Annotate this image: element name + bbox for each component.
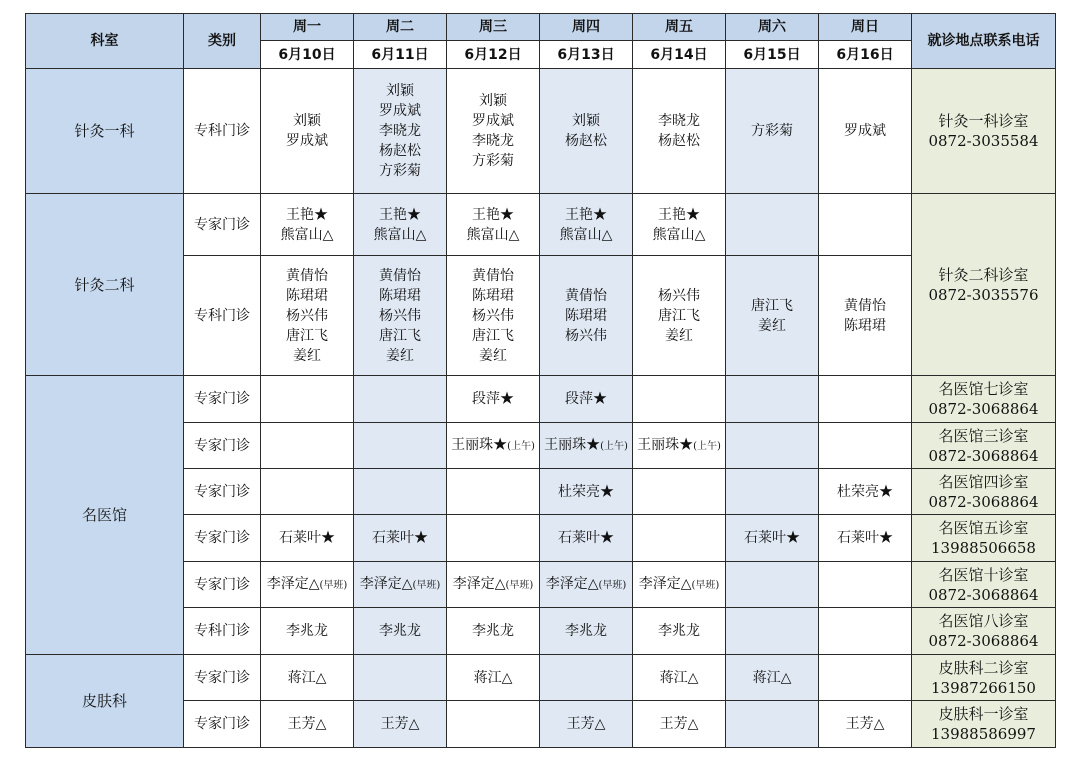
schedule-cell — [540, 655, 633, 701]
doctor-name: 熊富山△ — [280, 226, 334, 243]
room-name: 针灸一科诊室 — [938, 112, 1029, 130]
doctor-name: 唐江飞 — [751, 297, 793, 314]
dept-cell: 针灸一科 — [26, 69, 184, 194]
doctor-name: 李兆龙 — [379, 623, 421, 639]
header-weekday: 周六 — [726, 14, 819, 41]
header-date: 6月12日 — [447, 41, 540, 69]
doctor-name: 蒋江△ — [752, 669, 792, 686]
session-note: (早班) — [319, 579, 348, 591]
doctor-name: 李兆龙 — [286, 623, 328, 639]
schedule-cell — [540, 376, 633, 423]
header-type: 类别 — [184, 14, 261, 69]
schedule-cell — [447, 256, 540, 376]
header-weekday: 周五 — [633, 14, 726, 41]
doctor-name: 王艳★ — [379, 206, 421, 223]
doctor-name: 王芳△ — [845, 716, 885, 732]
doctor-name: 王艳★ — [565, 206, 607, 223]
room-name: 皮肤科一诊室 — [938, 705, 1029, 723]
doctor-name: 蒋江△ — [659, 669, 699, 686]
location-cell — [912, 515, 1056, 562]
schedule-cell — [819, 701, 912, 748]
session-note: (上午) — [600, 440, 628, 452]
doctor-name: 罗成斌 — [379, 103, 421, 119]
phone-number: 0872-3068864 — [928, 446, 1039, 465]
schedule-cell — [633, 515, 726, 562]
doctor-name: 王芳△ — [566, 716, 606, 732]
schedule-cell — [819, 256, 912, 376]
schedule-cell — [447, 655, 540, 701]
clinic-type: 专家门诊 — [184, 655, 261, 701]
header-date: 6月13日 — [540, 41, 633, 69]
header-weekday: 周一 — [261, 14, 354, 41]
doctor-name: 罗成斌 — [844, 123, 886, 139]
clinic-type: 专家门诊 — [184, 423, 261, 469]
doctor-name: 刘颖 — [293, 113, 321, 129]
schedule-cell — [261, 469, 354, 515]
schedule-cell — [354, 701, 447, 748]
location-cell — [912, 701, 1056, 748]
doctor-name: 罗成斌 — [472, 113, 514, 129]
doctor-name: 方彩菊 — [379, 163, 421, 179]
schedule-cell — [819, 423, 912, 469]
session-note: (早班) — [691, 579, 720, 591]
session-note: (上午) — [693, 440, 721, 452]
doctor-name: 姜红 — [758, 317, 786, 334]
doctor-name: 罗成斌 — [286, 133, 328, 149]
header-weekday: 周二 — [354, 14, 447, 41]
doctor-name: 熊富山△ — [559, 226, 613, 243]
schedule-cell — [540, 194, 633, 256]
doctor-name: 王艳★ — [286, 206, 328, 223]
doctor-name: 陈珺珺 — [472, 287, 514, 304]
doctor-name: 杨兴伟 — [286, 307, 328, 324]
schedule-cell — [633, 256, 726, 376]
doctor-name: 王丽珠★(上午) — [451, 436, 535, 453]
schedule-cell — [726, 423, 819, 469]
location-cell — [912, 562, 1056, 608]
schedule-cell — [726, 194, 819, 256]
doctor-name: 陈珺珺 — [844, 317, 886, 334]
doctor-name: 石莱叶★ — [558, 530, 614, 546]
schedule-cell — [261, 608, 354, 655]
doctor-name: 李晓龙 — [658, 113, 700, 129]
schedule-cell — [261, 376, 354, 423]
schedule-cell — [819, 608, 912, 655]
doctor-name: 刘颖 — [386, 83, 414, 99]
clinic-type: 专家门诊 — [184, 562, 261, 608]
clinic-type: 专家门诊 — [184, 469, 261, 515]
room-name: 名医馆八诊室 — [938, 612, 1029, 630]
doctor-name: 李晓龙 — [472, 133, 514, 149]
schedule-cell — [726, 376, 819, 423]
doctor-name: 王芳△ — [659, 716, 699, 732]
clinic-type: 专家门诊 — [184, 701, 261, 748]
schedule-cell — [819, 469, 912, 515]
header-weekday: 周日 — [819, 14, 912, 41]
dept-cell: 皮肤科 — [26, 655, 184, 748]
location-cell — [912, 194, 1056, 376]
schedule-cell — [447, 194, 540, 256]
schedule-cell — [261, 562, 354, 608]
header-weekday: 周三 — [447, 14, 540, 41]
doctor-name: 熊富山△ — [466, 226, 520, 243]
header-dept: 科室 — [26, 14, 184, 69]
doctor-name: 杨兴伟 — [565, 327, 607, 344]
doctor-name: 李兆龙 — [658, 623, 700, 639]
doctor-name: 熊富山△ — [652, 226, 706, 243]
room-name: 皮肤科二诊室 — [938, 658, 1029, 677]
schedule-cell — [354, 423, 447, 469]
clinic-type: 专家门诊 — [184, 515, 261, 562]
doctor-name: 唐江飞 — [379, 327, 421, 344]
doctor-name: 杨赵松 — [565, 133, 607, 149]
schedule-cell — [540, 469, 633, 515]
doctor-name: 李泽定△(早班) — [638, 575, 720, 592]
table-row — [26, 376, 1056, 423]
schedule-cell — [819, 562, 912, 608]
doctor-name: 黄倩怡 — [844, 297, 886, 314]
schedule-cell — [261, 69, 354, 194]
schedule-cell — [540, 608, 633, 655]
header-date: 6月15日 — [726, 41, 819, 69]
schedule-cell — [447, 515, 540, 562]
header-date: 6月14日 — [633, 41, 726, 69]
room-name: 针灸二科诊室 — [938, 265, 1029, 284]
doctor-name: 李泽定△(早班) — [266, 575, 348, 592]
schedule-cell — [633, 608, 726, 655]
schedule-cell — [633, 701, 726, 748]
doctor-name: 蒋江△ — [473, 669, 513, 686]
schedule-cell — [261, 515, 354, 562]
schedule-cell — [633, 469, 726, 515]
table-row — [26, 655, 1056, 701]
room-name: 名医馆三诊室 — [938, 426, 1029, 445]
schedule-cell — [819, 376, 912, 423]
schedule-cell — [540, 256, 633, 376]
schedule-cell — [354, 515, 447, 562]
doctor-name: 李泽定△(早班) — [452, 575, 534, 592]
schedule-cell — [726, 655, 819, 701]
doctor-name: 唐江飞 — [286, 327, 328, 344]
doctor-name: 杨赵松 — [379, 143, 421, 159]
phone-number: 0872-3068864 — [928, 585, 1039, 604]
doctor-name: 杜荣亮★ — [837, 483, 893, 500]
clinic-type: 专科门诊 — [184, 608, 261, 655]
schedule-cell — [540, 423, 633, 469]
schedule-cell — [633, 194, 726, 256]
doctor-name: 姜红 — [386, 347, 414, 364]
schedule-cell — [633, 655, 726, 701]
location-cell — [912, 608, 1056, 655]
header-date: 6月11日 — [354, 41, 447, 69]
schedule-cell — [819, 515, 912, 562]
schedule-cell — [726, 469, 819, 515]
schedule-cell — [447, 562, 540, 608]
doctor-name: 杨兴伟 — [658, 287, 700, 304]
doctor-name: 李晓龙 — [379, 123, 421, 139]
schedule-cell — [819, 69, 912, 194]
doctor-name: 黄倩怡 — [472, 267, 514, 284]
room-name: 名医馆四诊室 — [938, 472, 1029, 491]
header-weekday: 周四 — [540, 14, 633, 41]
session-note: (早班) — [598, 579, 627, 591]
clinic-type: 专科门诊 — [184, 256, 261, 376]
doctor-name: 杨兴伟 — [472, 307, 514, 324]
session-note: (早班) — [412, 579, 441, 591]
location-cell — [912, 376, 1056, 423]
doctor-name: 王丽珠★(上午) — [544, 436, 628, 453]
doctor-name: 陈珺珺 — [286, 287, 328, 304]
doctor-name: 王芳△ — [287, 716, 327, 732]
phone-number: 0872-3068864 — [928, 400, 1039, 418]
schedule-cell — [447, 701, 540, 748]
schedule-cell — [354, 608, 447, 655]
dept-cell: 针灸二科 — [26, 194, 184, 376]
room-name: 名医馆十诊室 — [938, 565, 1029, 584]
schedule-cell — [447, 69, 540, 194]
schedule-cell — [726, 256, 819, 376]
doctor-name: 唐江飞 — [658, 307, 700, 324]
doctor-name: 石莱叶★ — [372, 530, 428, 546]
doctor-name: 陈珺珺 — [379, 287, 421, 304]
session-note: (上午) — [507, 440, 535, 452]
phone-number: 0872-3035584 — [928, 132, 1039, 150]
doctor-name: 杜荣亮★ — [558, 483, 614, 500]
schedule-cell — [540, 515, 633, 562]
phone-number: 0872-3035576 — [928, 285, 1039, 304]
schedule-cell — [447, 608, 540, 655]
schedule-cell — [354, 256, 447, 376]
schedule-cell — [447, 469, 540, 515]
room-name: 名医馆七诊室 — [938, 380, 1029, 398]
schedule-cell — [354, 562, 447, 608]
schedule-cell — [726, 701, 819, 748]
schedule-cell — [261, 423, 354, 469]
doctor-name: 唐江飞 — [472, 327, 514, 344]
schedule-table — [25, 13, 1056, 748]
schedule-cell — [261, 194, 354, 256]
doctor-name: 石莱叶★ — [279, 530, 335, 546]
doctor-name: 李泽定△(早班) — [545, 575, 627, 592]
doctor-name: 王艳★ — [658, 206, 700, 223]
doctor-name: 石莱叶★ — [744, 530, 800, 546]
doctor-name: 刘颖 — [479, 93, 507, 109]
doctor-name: 段萍★ — [565, 391, 607, 407]
doctor-name: 方彩菊 — [472, 153, 514, 169]
table-row — [26, 194, 1056, 256]
schedule-cell — [447, 376, 540, 423]
doctor-name: 黄倩怡 — [379, 267, 421, 284]
header-date: 6月10日 — [261, 41, 354, 69]
doctor-name: 李兆龙 — [472, 623, 514, 639]
doctor-name: 李兆龙 — [565, 623, 607, 639]
clinic-type: 专家门诊 — [184, 376, 261, 423]
session-note: (早班) — [505, 579, 534, 591]
dept-cell: 名医馆 — [26, 376, 184, 655]
doctor-name: 段萍★ — [472, 391, 514, 407]
doctor-name: 方彩菊 — [751, 123, 793, 139]
schedule-cell — [354, 194, 447, 256]
schedule-cell — [447, 423, 540, 469]
schedule-cell — [726, 515, 819, 562]
doctor-name: 姜红 — [479, 347, 507, 364]
schedule-cell — [726, 69, 819, 194]
doctor-name: 王芳△ — [380, 716, 420, 732]
doctor-name: 黄倩怡 — [286, 267, 328, 284]
doctor-name: 熊富山△ — [373, 226, 427, 243]
location-cell — [912, 469, 1056, 515]
doctor-name: 姜红 — [293, 347, 321, 364]
doctor-name: 王丽珠★(上午) — [637, 436, 721, 453]
room-name: 名医馆五诊室 — [938, 519, 1029, 537]
doctor-name: 姜红 — [665, 327, 693, 344]
schedule-cell — [726, 562, 819, 608]
phone-number: 13988586997 — [931, 725, 1036, 743]
schedule-cell — [354, 655, 447, 701]
phone-number: 13988506658 — [931, 539, 1036, 557]
location-cell — [912, 69, 1056, 194]
schedule-cell — [540, 701, 633, 748]
doctor-name: 黄倩怡 — [565, 287, 607, 304]
schedule-cell — [819, 655, 912, 701]
schedule-cell — [354, 469, 447, 515]
phone-number: 0872-3068864 — [928, 492, 1039, 511]
schedule-cell — [633, 562, 726, 608]
schedule-cell — [819, 194, 912, 256]
header-date: 6月16日 — [819, 41, 912, 69]
schedule-cell — [261, 256, 354, 376]
schedule-cell — [261, 701, 354, 748]
clinic-type: 专家门诊 — [184, 194, 261, 256]
doctor-name: 陈珺珺 — [565, 307, 607, 324]
schedule-cell — [261, 655, 354, 701]
doctor-name: 杨赵松 — [658, 133, 700, 149]
schedule-cell — [633, 376, 726, 423]
location-cell — [912, 423, 1056, 469]
header-location: 就诊地点联系电话 — [912, 14, 1056, 69]
schedule-cell — [354, 69, 447, 194]
schedule-cell — [354, 376, 447, 423]
schedule-cell — [633, 423, 726, 469]
phone-number: 0872-3068864 — [928, 632, 1039, 650]
doctor-name: 蒋江△ — [287, 669, 327, 686]
phone-number: 13987266150 — [931, 678, 1036, 697]
doctor-name: 杨兴伟 — [379, 307, 421, 324]
doctor-name: 刘颖 — [572, 113, 600, 129]
schedule-cell — [540, 562, 633, 608]
schedule-cell — [633, 69, 726, 194]
table-row — [26, 69, 1056, 194]
location-cell — [912, 655, 1056, 701]
schedule-cell — [540, 69, 633, 194]
doctor-name: 李泽定△(早班) — [359, 575, 441, 592]
doctor-name: 王艳★ — [472, 206, 514, 223]
doctor-name: 石莱叶★ — [837, 530, 893, 546]
schedule-cell — [726, 608, 819, 655]
clinic-type: 专科门诊 — [184, 69, 261, 194]
